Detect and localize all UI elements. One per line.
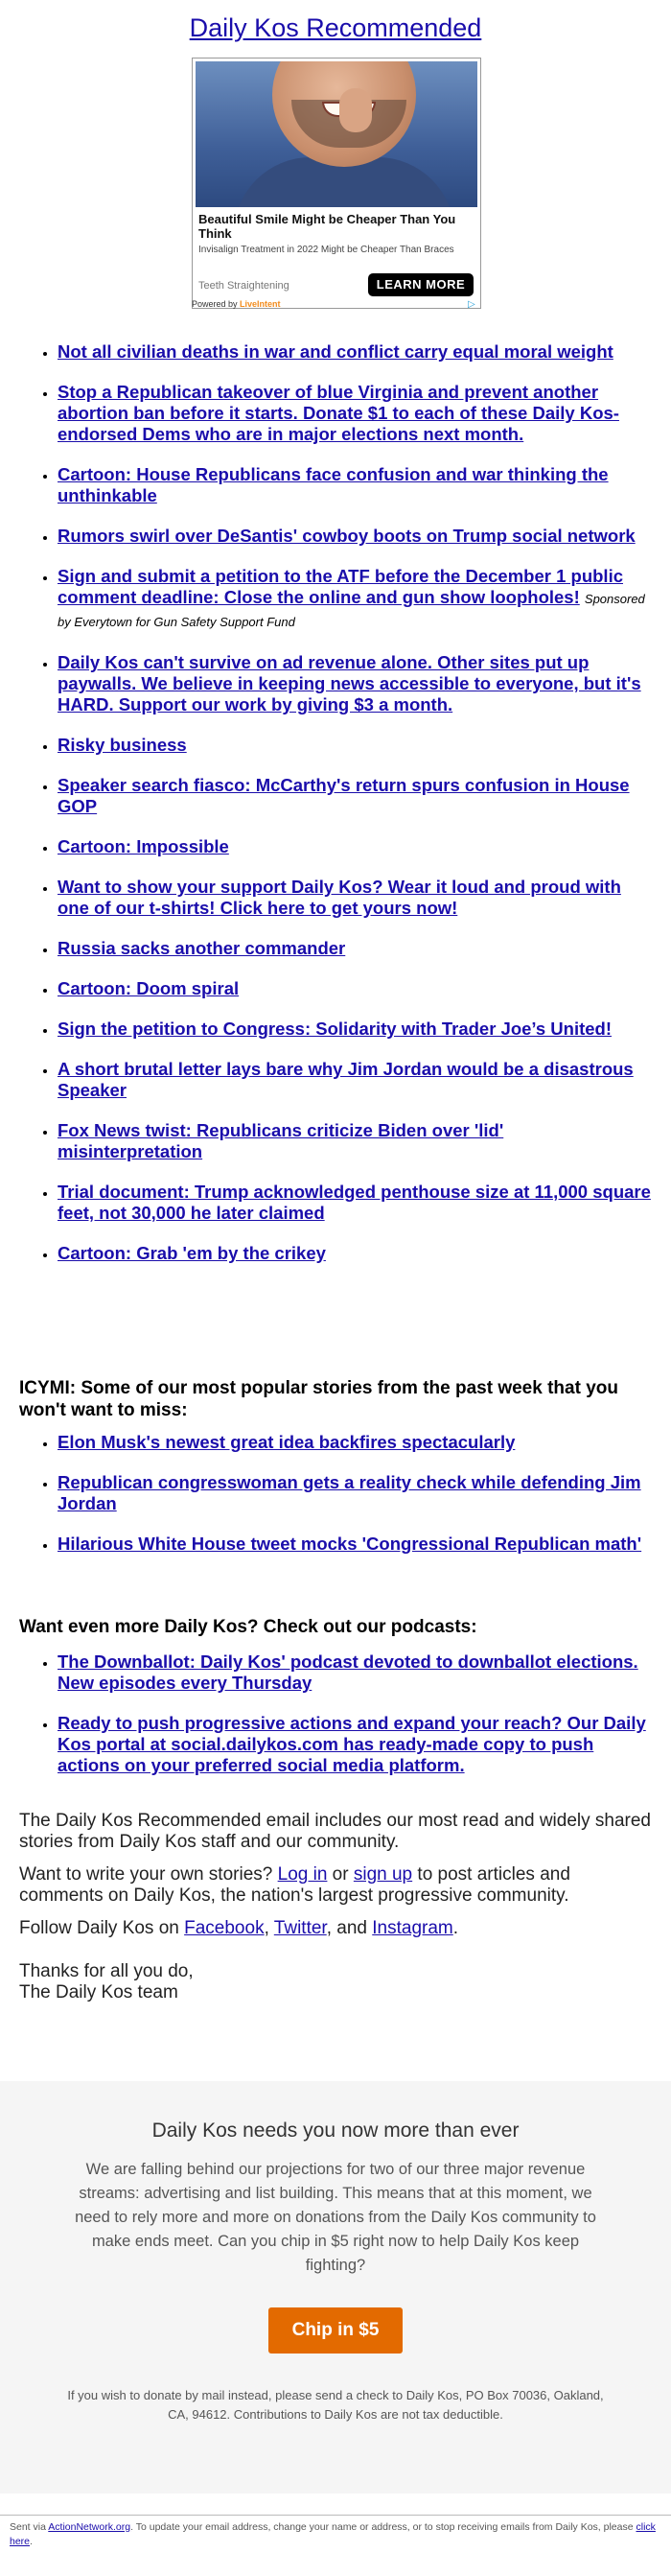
powered-by-label: Powered by [192, 299, 238, 309]
donation-promo [0, 2081, 671, 2494]
liveintent-logo[interactable]: LiveIntent [240, 299, 281, 309]
story-link[interactable]: Not all civilian deaths in war and conflict carry equal moral weight [58, 341, 613, 362]
list-item [58, 1713, 652, 1776]
story-link[interactable]: Fox News twist: Republicans criticize Biden over 'lid' misinterpretation [58, 1120, 504, 1161]
list-item [58, 836, 652, 857]
story-link[interactable]: Daily Kos can't survive on ad revenue alone. Other sites put up paywalls. We believe in keeping news accessible to everyone, but it's HARD. Support our work by giving $3 a month. [58, 652, 641, 714]
story-link[interactable]: A short brutal letter lays bare why Jim Jordan would be a disastrous Speaker [58, 1059, 634, 1100]
list-item [58, 938, 652, 959]
adchoices-icon[interactable]: ▷ [468, 299, 475, 310]
ad-powered-by [192, 299, 481, 313]
list-item [58, 1534, 652, 1555]
story-link[interactable]: Stop a Republican takeover of blue Virginia and prevent another abortion ban before it starts. Donate $1 to each of these Daily Kos-endorsed Dems who are in major elections next month. [58, 382, 619, 444]
story-link[interactable]: Rumors swirl over DeSantis' cowboy boots on Trump social network [58, 526, 636, 546]
outro-follow: Follow Daily Kos on Facebook, Twitter, and Instagram. [19, 1918, 459, 1938]
signup-link[interactable]: sign up [353, 1864, 413, 1885]
ad-headline[interactable]: Beautiful Smile Might be Cheaper Than You Think [198, 212, 456, 241]
story-link[interactable]: Cartoon: Impossible [58, 836, 229, 856]
list-item [58, 1651, 652, 1694]
story-list [38, 341, 652, 1283]
page-title [0, 13, 671, 43]
footer: Sent via ActionNetwork.org. To update your email address, change your name or address, or to stop receiving emails from Daily Kos, please click here. [10, 2521, 656, 2547]
story-link[interactable]: Elon Musk's newest great idea backfires spectacularly [58, 1432, 516, 1452]
sponsor-note: Sponsored by Everytown for Gun Safety Support Fund [58, 592, 645, 629]
icymi-heading: ICYMI: Some of our most popular stories from the past week that you won't want to miss: [19, 1378, 618, 1420]
story-link[interactable]: The Downballot: Daily Kos' podcast devoted to downballot elections. New episodes every Thursday [58, 1651, 638, 1693]
list-item [58, 1472, 652, 1514]
story-link[interactable]: Russia sacks another commander [58, 938, 346, 958]
podcasts-list [38, 1651, 652, 1795]
actionnetwork-link[interactable]: ActionNetwork.org [48, 2521, 131, 2533]
list-item [58, 1120, 652, 1162]
page-title-link[interactable]: Daily Kos Recommended [189, 13, 482, 42]
podcasts-heading: Want even more Daily Kos? Check out our podcasts: [19, 1617, 477, 1637]
unsubscribe-link[interactable]: click here [10, 2521, 656, 2547]
list-item [58, 382, 652, 445]
twitter-link[interactable]: Twitter [273, 1918, 327, 1938]
story-link[interactable]: Sign the petition to Congress: Solidarity with Trader Joe’s United! [58, 1019, 613, 1039]
instagram-link[interactable]: Instagram [372, 1918, 453, 1938]
list-item [58, 1182, 652, 1224]
list-item [58, 775, 652, 817]
story-link[interactable]: Cartoon: House Republicans face confusion and war thinking the unthinkable [58, 464, 609, 505]
list-item [58, 1243, 652, 1264]
list-item [58, 1059, 652, 1101]
list-item [58, 978, 652, 999]
story-link[interactable]: Cartoon: Grab 'em by the crikey [58, 1243, 326, 1263]
list-item [58, 464, 652, 506]
story-link[interactable]: Speaker search fiasco: McCarthy's return spurs confusion in House GOP [58, 775, 630, 816]
story-link[interactable]: Want to show your support Daily Kos? Wear it loud and proud with one of our t-shirts! Click here to get yours now! [58, 877, 621, 918]
ad-subtext: Invisalign Treatment in 2022 Might be Cheaper Than Braces [198, 245, 454, 255]
ad-source: Teeth Straightening [198, 280, 289, 292]
outro-write-stories: Want to write your own stories? Log in or sign up to post articles and comments on Daily Kos, the nation's largest progressive community. [19, 1864, 570, 1906]
footer-divider [0, 2515, 671, 2516]
promo-mail-note: If you wish to donate by mail instead, please send a check to Daily Kos, PO Box 70036, Oakland, CA, 94612. Contributions to Daily Kos are not tax deductible. [67, 2388, 604, 2422]
signoff-team: The Daily Kos team [19, 1982, 178, 2002]
story-link[interactable]: Hilarious White House tweet mocks 'Congressional Republican math' [58, 1534, 642, 1554]
list-item [58, 652, 652, 715]
list-item [58, 1019, 652, 1040]
list-item [58, 341, 652, 363]
story-link[interactable]: Cartoon: Doom spiral [58, 978, 240, 998]
story-link[interactable]: Trial document: Trump acknowledged penthouse size at 11,000 square feet, not 30,000 he later claimed [58, 1182, 651, 1223]
signoff-thanks: Thanks for all you do, [19, 1961, 194, 1981]
chip-in-button[interactable]: Chip in $5 [268, 2307, 403, 2354]
story-link[interactable]: Risky business [58, 735, 187, 755]
login-link[interactable]: Log in [277, 1864, 328, 1885]
list-item [58, 566, 652, 633]
promo-body: We are falling behind our projections for two of our three major revenue streams: advertising and list building. This means that at this moment, we need to rely more and more on donations from the Daily Kos community to make ends meet. Can you chip in $5 right now to help Daily Kos keep fighting? [75, 2161, 596, 2274]
list-item [58, 1432, 652, 1453]
icymi-list [38, 1432, 652, 1574]
story-link[interactable]: Ready to push progressive actions and expand your reach? Our Daily Kos portal at social.dailykos.com has ready-made copy to push actions on your preferred social media platform. [58, 1713, 646, 1775]
story-link[interactable]: Republican congresswoman gets a reality check while defending Jim Jordan [58, 1472, 641, 1513]
list-item [58, 526, 652, 547]
advertisement[interactable] [192, 58, 481, 309]
list-item [58, 877, 652, 919]
outro-description: The Daily Kos Recommended email includes our most read and widely shared stories from Daily Kos staff and our community. [19, 1811, 651, 1852]
ad-image[interactable] [196, 61, 477, 207]
promo-title: Daily Kos needs you now more than ever [151, 2119, 520, 2142]
ad-learn-more-button[interactable]: LEARN MORE [368, 273, 474, 296]
outro-signoff [19, 1961, 652, 2003]
facebook-link[interactable]: Facebook [184, 1918, 265, 1938]
story-link[interactable]: Sign and submit a petition to the ATF before the December 1 public comment deadline: Close the online and gun show loopholes! [58, 566, 623, 607]
list-item [58, 735, 652, 756]
